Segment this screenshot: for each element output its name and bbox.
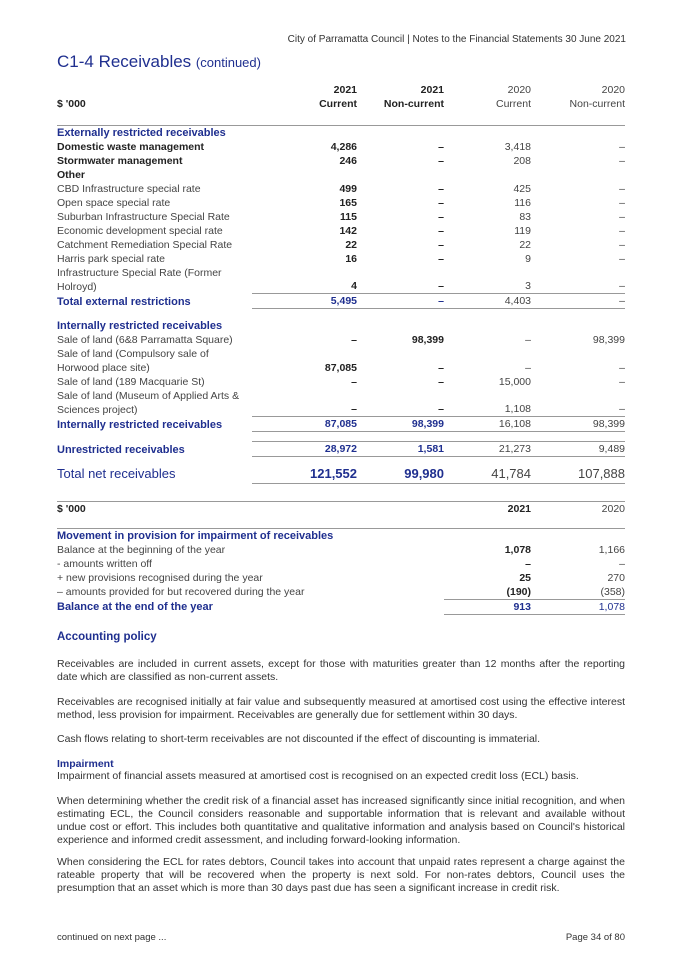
value-cell: 83 bbox=[519, 210, 531, 223]
value-cell: 107,888 bbox=[531, 465, 625, 484]
footer-page-number: Page 34 of 80 bbox=[565, 932, 625, 943]
value-cell: – bbox=[619, 375, 625, 388]
value-cell: – bbox=[438, 182, 444, 195]
policy-paragraph-5: When determining whether the credit risk of a financial asset has increased significantly since initial recognition, and when estimating ECL, the Council considers reasonable and supportable information that is relevant and available without undue cost or effort. This includes both quantitative and qualitative information and analysis based on Council's historical experience and informed credit assessment, and including forward-looking information. bbox=[57, 795, 625, 846]
spacer bbox=[57, 457, 625, 465]
table-row bbox=[57, 182, 625, 196]
section-heading-row bbox=[57, 319, 625, 333]
value-cell: 9 bbox=[525, 252, 531, 265]
row-label: Sale of land (Museum of Applied Arts & Sciences project) bbox=[57, 389, 240, 416]
column-header-kind: Current bbox=[495, 98, 531, 110]
policy-paragraph-6: When considering the ECL for rates debtors, Council takes into account that unpaid rates represent a charge against the rateable property that will be recovered when the property is next sold. For non-rates debtors, Council uses the presumption that an asset which is more than 30 days past due has seen a significant increase in credit risk. bbox=[57, 856, 625, 894]
value-cell: – bbox=[619, 403, 625, 415]
value-cell: 16 bbox=[345, 252, 357, 265]
value-cell: 21,273 bbox=[444, 442, 531, 457]
spacer bbox=[57, 111, 625, 125]
spacer-row bbox=[57, 516, 625, 528]
value-cell: – bbox=[438, 154, 444, 167]
section-heading-row bbox=[57, 528, 625, 543]
row-label: Sale of land (189 Macquarie St) bbox=[57, 375, 205, 388]
row-label: Balance at the end of the year bbox=[57, 601, 213, 613]
receivables-table bbox=[57, 83, 625, 484]
table-row bbox=[57, 347, 625, 375]
value-cell: – bbox=[619, 196, 625, 209]
value-cell: – bbox=[619, 361, 625, 374]
value-cell: 4 bbox=[351, 280, 357, 292]
value-cell: – bbox=[357, 294, 444, 309]
value-cell: – bbox=[438, 361, 444, 374]
table-row bbox=[57, 168, 625, 182]
table-row bbox=[57, 238, 625, 252]
table-row bbox=[57, 375, 625, 389]
policy-paragraph-2: Receivables are recognised initially at fair value and subsequently measured at amortised cost using the effective interest method, less provision for impairment. Receivables are generally due for settlement within 30 days. bbox=[57, 696, 625, 721]
table-row bbox=[57, 154, 625, 168]
title-main: C1-4 Receivables bbox=[57, 52, 192, 71]
table-row bbox=[57, 585, 625, 600]
row-label: Catchment Remediation Special Rate bbox=[57, 238, 233, 251]
value-cell: – bbox=[438, 403, 444, 415]
value-cell: – bbox=[619, 154, 625, 167]
value-cell: 15,000 bbox=[498, 375, 531, 388]
total-internal-row bbox=[57, 417, 625, 432]
value-cell: 9,489 bbox=[531, 442, 625, 457]
value-cell: – bbox=[525, 333, 531, 346]
value-cell: 121,552 bbox=[252, 465, 357, 484]
accounting-policy-heading: Accounting policy bbox=[57, 631, 157, 643]
value-cell: 87,085 bbox=[252, 417, 357, 432]
column-header-year: 2020 bbox=[507, 84, 531, 96]
row-label: Stormwater management bbox=[57, 154, 183, 167]
value-cell: 22 bbox=[345, 238, 357, 251]
value-cell: 913 bbox=[444, 599, 531, 614]
value-cell: (358) bbox=[600, 585, 625, 598]
row-label: Total external restrictions bbox=[57, 295, 191, 308]
policy-paragraph-1: Receivables are included in current assets, except for those with maturities greater than 12 months after the reporting date which are classified as non-current assets. bbox=[57, 658, 625, 683]
spacer-row bbox=[57, 432, 625, 442]
value-cell: 165 bbox=[339, 196, 357, 209]
value-cell: – bbox=[438, 196, 444, 209]
value-cell bbox=[252, 168, 357, 182]
value-cell: 1,166 bbox=[598, 543, 625, 556]
column-header-year: 2021 bbox=[420, 84, 444, 96]
value-cell: – bbox=[619, 238, 625, 251]
unit-label: $ '000 bbox=[57, 98, 86, 110]
value-cell: 3 bbox=[525, 280, 531, 292]
row-label: + new provisions recognised during the year bbox=[57, 571, 263, 584]
column-header-kind: Non-current bbox=[383, 98, 444, 110]
value-cell: – bbox=[351, 403, 357, 415]
column-header-year: 2021 bbox=[333, 84, 357, 96]
row-label: Domestic waste management bbox=[57, 140, 205, 153]
row-label: Other bbox=[57, 168, 86, 181]
row-label: Sale of land (6&8 Parramatta Square) bbox=[57, 333, 233, 346]
spacer-row bbox=[57, 309, 625, 319]
row-label: Unrestricted receivables bbox=[57, 443, 185, 456]
table-row bbox=[57, 543, 625, 557]
value-cell: – bbox=[438, 210, 444, 223]
value-cell: 499 bbox=[339, 182, 357, 195]
value-cell: 1,581 bbox=[357, 442, 444, 457]
value-cell: – bbox=[525, 361, 531, 374]
row-label: - amounts written off bbox=[57, 557, 152, 570]
spacer-row bbox=[57, 457, 625, 465]
value-cell: – bbox=[619, 557, 625, 570]
column-header-year: 2021 bbox=[444, 502, 531, 517]
table-row bbox=[57, 140, 625, 154]
title-sub: (continued) bbox=[195, 55, 261, 70]
table-row bbox=[57, 266, 625, 294]
value-cell: – bbox=[351, 333, 357, 346]
impairment-heading: Impairment bbox=[57, 758, 114, 770]
row-label: Infrastructure Special Rate (Former Holroyd) bbox=[57, 266, 222, 293]
value-cell: (190) bbox=[506, 585, 531, 598]
unrestricted-row bbox=[57, 442, 625, 457]
section-heading-provision: Movement in provision for impairment of receivables bbox=[57, 528, 625, 543]
value-cell: – bbox=[438, 252, 444, 265]
column-header-blank bbox=[57, 83, 252, 97]
value-cell: 115 bbox=[340, 210, 357, 223]
value-cell: 119 bbox=[514, 224, 531, 237]
table-row bbox=[57, 224, 625, 238]
value-cell: 22 bbox=[519, 238, 531, 251]
value-cell bbox=[357, 168, 444, 182]
value-cell: 270 bbox=[607, 571, 625, 584]
row-label: Balance at the beginning of the year bbox=[57, 543, 226, 556]
value-cell: – bbox=[351, 375, 357, 388]
value-cell: – bbox=[619, 280, 625, 292]
row-label: Harris park special rate bbox=[57, 252, 165, 265]
table-row bbox=[57, 210, 625, 224]
spacer bbox=[57, 309, 625, 319]
value-cell: – bbox=[438, 224, 444, 237]
value-cell: – bbox=[525, 557, 531, 570]
total-net-row bbox=[57, 465, 625, 484]
value-cell: 41,784 bbox=[444, 465, 531, 484]
column-header-kind: Current bbox=[319, 98, 357, 110]
spacer bbox=[57, 516, 625, 528]
value-cell: 16,108 bbox=[444, 417, 531, 432]
value-cell bbox=[531, 168, 625, 182]
value-cell: 87,085 bbox=[324, 361, 357, 374]
total-external-row bbox=[57, 294, 625, 309]
table-row bbox=[57, 571, 625, 585]
value-cell: 98,399 bbox=[411, 333, 444, 346]
value-cell: – bbox=[438, 280, 444, 292]
value-cell: 142 bbox=[339, 224, 357, 237]
page-header: City of Parramatta Council | Notes to the Financial Statements 30 June 2021 bbox=[287, 34, 626, 45]
row-label: CBD Infrastructure special rate bbox=[57, 182, 201, 195]
value-cell: 246 bbox=[339, 154, 357, 167]
value-cell: – bbox=[531, 294, 625, 309]
provision-table bbox=[57, 501, 625, 615]
row-label: Internally restricted receivables bbox=[57, 418, 223, 431]
table-row bbox=[57, 333, 625, 347]
header-row bbox=[57, 502, 625, 517]
value-cell: 25 bbox=[519, 571, 531, 584]
value-cell: – bbox=[438, 375, 444, 388]
value-cell bbox=[444, 168, 531, 182]
value-cell: 5,495 bbox=[252, 294, 357, 309]
row-label: – amounts provided for but recovered during the year bbox=[57, 586, 305, 598]
header-row-kinds bbox=[57, 97, 625, 111]
value-cell: 98,399 bbox=[531, 417, 625, 432]
spacer bbox=[57, 432, 625, 442]
value-cell: 208 bbox=[513, 154, 531, 167]
page-title bbox=[57, 52, 261, 72]
column-header-kind: Non-current bbox=[569, 98, 625, 110]
section-heading-external: Externally restricted receivables bbox=[57, 125, 625, 140]
value-cell: – bbox=[619, 182, 625, 195]
value-cell: 4,286 bbox=[330, 140, 357, 153]
column-header-year: 2020 bbox=[601, 84, 625, 96]
row-label: Open space special rate bbox=[57, 196, 171, 209]
value-cell: – bbox=[619, 210, 625, 223]
table-row bbox=[57, 196, 625, 210]
value-cell: 116 bbox=[514, 196, 531, 209]
row-label: Suburban Infrastructure Special Rate bbox=[57, 210, 230, 223]
value-cell: 99,980 bbox=[357, 465, 444, 484]
table-row bbox=[57, 557, 625, 571]
value-cell: 28,972 bbox=[252, 442, 357, 457]
row-label: Economic development special rate bbox=[57, 224, 223, 237]
unit-label: $ '000 bbox=[57, 502, 444, 517]
value-cell: 4,403 bbox=[444, 294, 531, 309]
policy-paragraph-3: Cash flows relating to short-term receivables are not discounted if the effect of discounting is immaterial. bbox=[57, 733, 541, 745]
section-heading-row bbox=[57, 125, 625, 140]
value-cell: – bbox=[438, 238, 444, 251]
row-label: Total net receivables bbox=[57, 466, 176, 481]
value-cell: 98,399 bbox=[357, 417, 444, 432]
row-label: Sale of land (Compulsory sale of Horwood place site) bbox=[57, 347, 209, 374]
value-cell: – bbox=[619, 252, 625, 265]
value-cell: 1,078 bbox=[504, 543, 531, 556]
section-heading-internal: Internally restricted receivables bbox=[57, 319, 223, 332]
header-row-years bbox=[57, 83, 625, 97]
value-cell: 425 bbox=[513, 182, 531, 195]
table-row bbox=[57, 389, 625, 417]
balance-end-row bbox=[57, 599, 625, 614]
value-cell: – bbox=[619, 224, 625, 237]
column-header-year: 2020 bbox=[531, 502, 625, 517]
value-cell: – bbox=[438, 140, 444, 153]
spacer-row bbox=[57, 111, 625, 125]
table-row bbox=[57, 252, 625, 266]
value-cell: 98,399 bbox=[592, 333, 625, 346]
value-cell: 1,108 bbox=[504, 403, 531, 415]
value-cell: 1,078 bbox=[531, 599, 625, 614]
policy-paragraph-4: Impairment of financial assets measured at amortised cost is recognised on an expected credit loss (ECL) basis. bbox=[57, 770, 579, 782]
value-cell: – bbox=[619, 140, 625, 153]
value-cell: 3,418 bbox=[504, 140, 531, 153]
footer-continued: continued on next page ... bbox=[57, 932, 167, 943]
